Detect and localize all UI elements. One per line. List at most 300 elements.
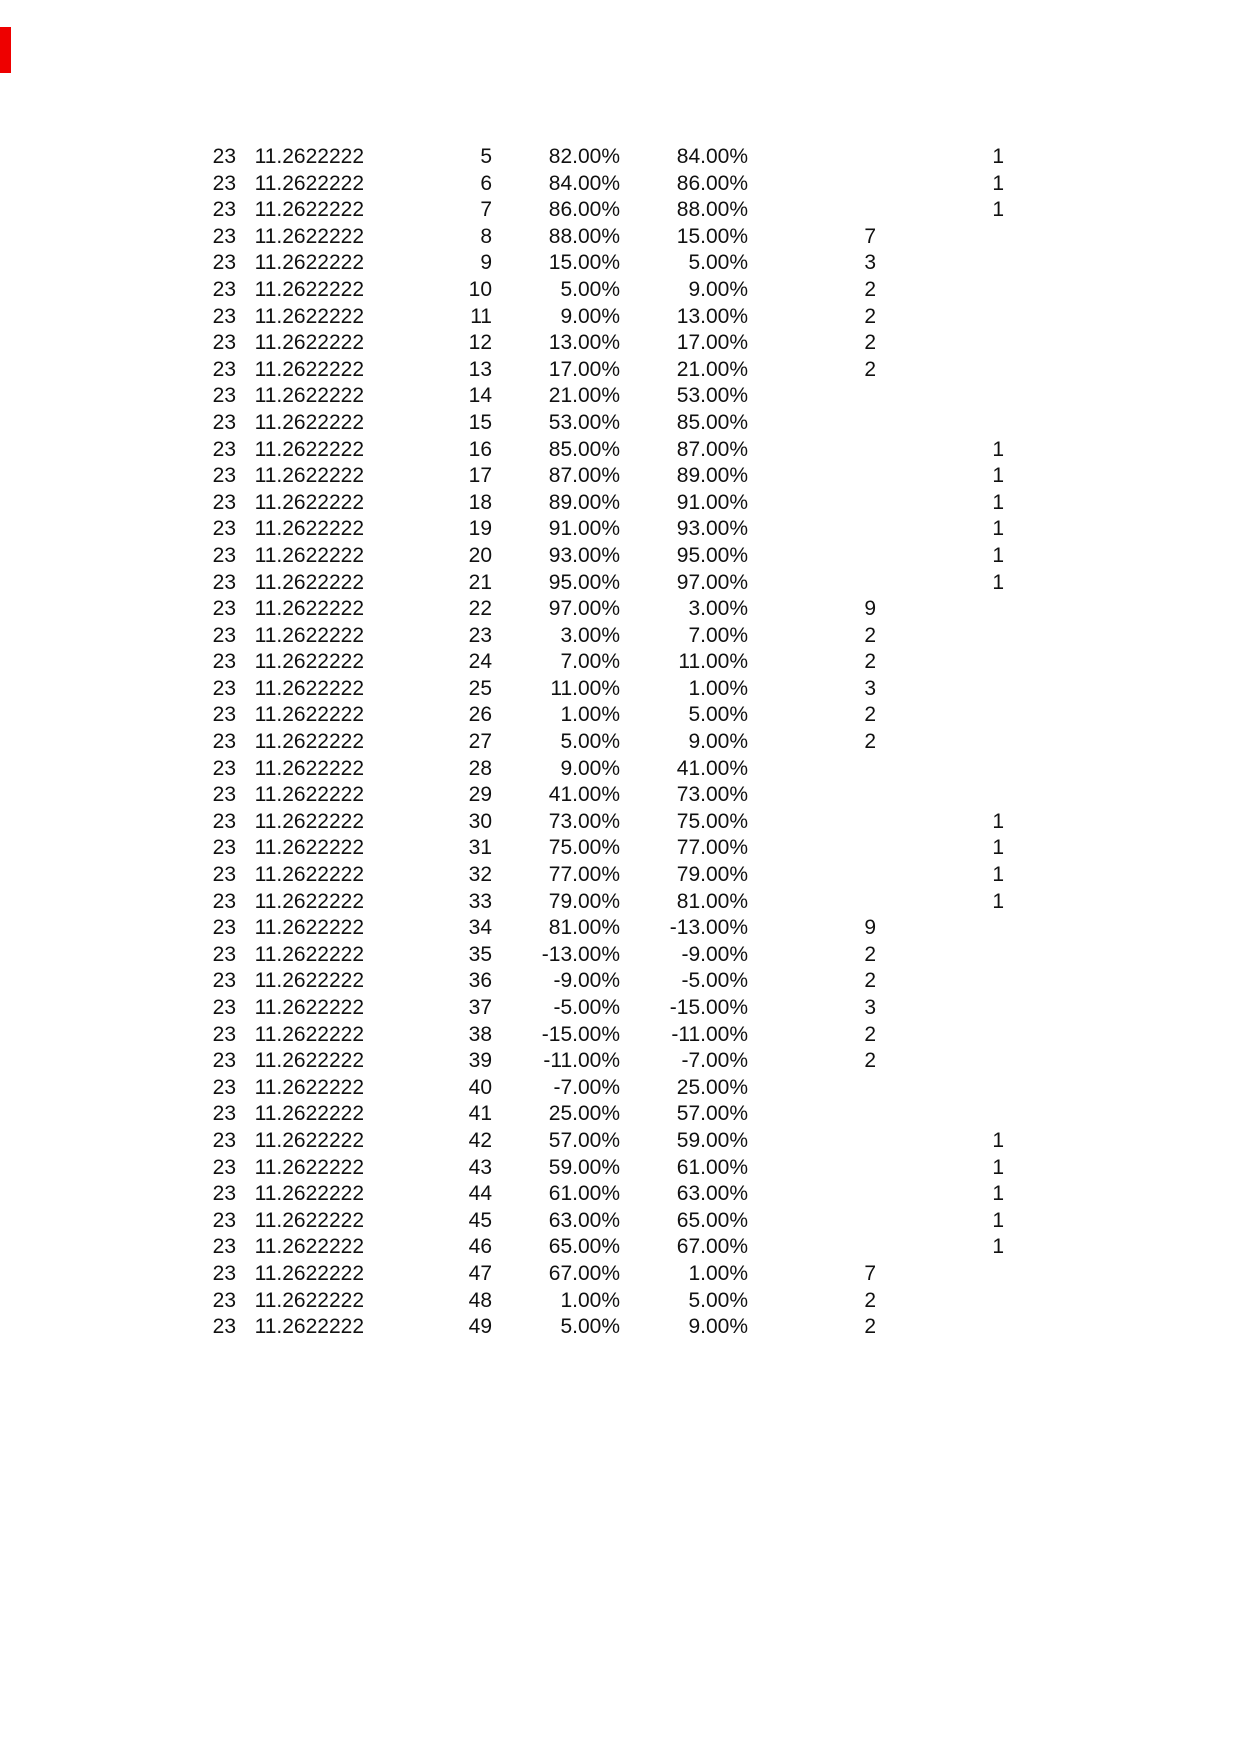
cell-row-id: 47 [468,1261,492,1285]
cell-row-id: 16 [468,437,492,461]
table-row [108,862,1004,889]
table-row [108,835,1004,862]
table-row [108,516,1004,543]
cell-row-id: 21 [468,570,492,594]
cell-count-one: 1 [992,517,1004,541]
cell-constant-b: 11.2622222 [254,517,364,541]
cell-range-end: 41.00% [676,756,748,780]
cell-row-id: 7 [480,198,492,222]
cell-constant-b: 11.2622222 [254,1075,364,1099]
cell-constant-a: 23 [212,490,236,514]
cell-constant-b: 11.2622222 [254,863,364,887]
cell-constant-b: 11.2622222 [254,1208,364,1232]
cell-range-end: 84.00% [676,145,748,168]
cell-range-end: 7.00% [688,623,748,647]
cell-count-small: 2 [864,1049,876,1073]
cell-row-id: 12 [468,331,492,355]
cell-row-id: 24 [468,650,492,674]
cell-constant-b: 11.2622222 [254,783,364,807]
cell-range-start: 63.00% [548,1208,620,1232]
cell-constant-b: 11.2622222 [254,251,364,275]
cell-range-end: 67.00% [676,1235,748,1259]
cell-range-end: 63.00% [676,1182,748,1206]
cell-range-start: 1.00% [560,703,620,727]
cell-row-id: 48 [468,1288,492,1312]
table-row [108,277,1004,304]
table-row [108,1314,1004,1341]
cell-range-end: -11.00% [671,1022,748,1046]
cell-constant-a: 23 [212,730,236,754]
cell-count-one: 1 [992,543,1004,567]
cell-range-end: 65.00% [676,1208,748,1232]
cell-constant-a: 23 [212,1128,236,1152]
cell-range-end: 95.00% [676,543,748,567]
table-row [108,171,1004,198]
cell-constant-b: 11.2622222 [254,304,364,328]
table-row [108,596,1004,623]
cell-count-small: 2 [864,331,876,355]
cell-range-end: 1.00% [688,1261,748,1285]
cell-constant-a: 23 [212,304,236,328]
cell-constant-b: 11.2622222 [254,384,364,408]
cell-range-end: 73.00% [676,783,748,807]
cell-count-one: 1 [992,1182,1004,1206]
cell-constant-b: 11.2622222 [254,198,364,222]
cell-range-start: 21.00% [548,384,620,408]
cell-count-small: 7 [864,1261,876,1285]
table-row [108,224,1004,251]
table-row [108,968,1004,995]
cell-constant-b: 11.2622222 [254,1022,364,1046]
cell-row-id: 39 [468,1049,492,1073]
cell-constant-a: 23 [212,756,236,780]
table-row [108,304,1004,331]
cell-range-start: 17.00% [548,357,620,381]
cell-row-id: 25 [468,676,492,700]
cell-row-id: 49 [468,1315,492,1339]
cell-constant-b: 11.2622222 [254,331,364,355]
cell-row-id: 22 [468,597,492,621]
red-marker [0,27,11,73]
cell-row-id: 5 [480,145,492,168]
cell-range-end: -7.00% [681,1049,748,1073]
cell-range-end: -13.00% [669,916,748,940]
cell-count-one: 1 [992,490,1004,514]
cell-range-start: 97.00% [548,597,620,621]
cell-row-id: 44 [468,1182,492,1206]
cell-constant-b: 11.2622222 [254,1315,364,1339]
cell-row-id: 42 [468,1128,492,1152]
cell-constant-a: 23 [212,1261,236,1285]
cell-row-id: 6 [480,171,492,195]
table-row [108,649,1004,676]
cell-row-id: 8 [480,224,492,248]
cell-count-one: 1 [992,437,1004,461]
cell-count-one: 1 [992,1155,1004,1179]
cell-constant-a: 23 [212,224,236,248]
cell-count-one: 1 [992,863,1004,887]
cell-range-start: 25.00% [548,1102,620,1126]
cell-range-end: 5.00% [688,1288,748,1312]
cell-row-id: 43 [468,1155,492,1179]
table-row [108,1288,1004,1315]
cell-range-end: 61.00% [676,1155,748,1179]
table-row [108,250,1004,277]
cell-range-start: 5.00% [560,277,620,301]
cell-row-id: 20 [468,543,492,567]
cell-row-id: 30 [468,809,492,833]
cell-range-end: 25.00% [676,1075,748,1099]
cell-constant-b: 11.2622222 [254,1288,364,1312]
cell-range-start: -15.00% [541,1022,620,1046]
cell-range-end: -5.00% [681,969,748,993]
cell-row-id: 9 [480,251,492,275]
cell-range-start: 11.00% [550,676,620,700]
cell-range-start: -11.00% [543,1049,620,1073]
cell-constant-a: 23 [212,517,236,541]
cell-row-id: 40 [468,1075,492,1099]
cell-range-start: -13.00% [541,942,620,966]
cell-constant-a: 23 [212,1075,236,1099]
cell-range-start: 61.00% [548,1182,620,1206]
cell-count-small: 3 [864,996,876,1019]
cell-constant-b: 11.2622222 [254,464,364,488]
cell-row-id: 35 [468,942,492,966]
cell-constant-a: 23 [212,1288,236,1312]
cell-count-one: 1 [992,809,1004,833]
cell-row-id: 18 [468,490,492,514]
cell-constant-a: 23 [212,597,236,621]
cell-constant-a: 23 [212,464,236,488]
cell-constant-b: 11.2622222 [254,357,364,381]
cell-range-end: 93.00% [676,517,748,541]
cell-count-small: 9 [864,597,876,621]
cell-range-end: 75.00% [676,809,748,833]
cell-row-id: 34 [468,916,492,940]
cell-range-start: 91.00% [548,517,620,541]
table-row [108,676,1004,703]
table-row [108,942,1004,969]
cell-range-end: 91.00% [676,490,748,514]
cell-range-end: 17.00% [676,331,748,355]
table-row [108,623,1004,650]
cell-constant-b: 11.2622222 [254,916,364,940]
cell-range-end: -9.00% [681,942,748,966]
cell-constant-a: 23 [212,1315,236,1339]
cell-range-end: 9.00% [688,277,748,301]
cell-range-start: 84.00% [548,171,620,195]
cell-range-end: 21.00% [676,357,748,381]
cell-row-id: 23 [468,623,492,647]
cell-range-end: 57.00% [676,1102,748,1126]
cell-constant-b: 11.2622222 [254,597,364,621]
cell-range-end: 3.00% [688,597,748,621]
cell-constant-b: 11.2622222 [254,730,364,754]
cell-row-id: 31 [468,836,492,860]
cell-constant-a: 23 [212,863,236,887]
cell-range-start: 81.00% [548,916,620,940]
cell-constant-a: 23 [212,942,236,966]
cell-constant-a: 23 [212,1049,236,1073]
cell-constant-b: 11.2622222 [254,1102,364,1126]
cell-constant-b: 11.2622222 [254,437,364,461]
cell-constant-a: 23 [212,1208,236,1232]
cell-constant-a: 23 [212,198,236,222]
cell-constant-b: 11.2622222 [254,224,364,248]
cell-row-id: 27 [468,730,492,754]
cell-row-id: 29 [468,783,492,807]
cell-range-end: 89.00% [676,464,748,488]
table-row [108,490,1004,517]
cell-range-start: 59.00% [548,1155,620,1179]
cell-range-end: 77.00% [676,836,748,860]
cell-row-id: 32 [468,863,492,887]
cell-range-end: 79.00% [676,863,748,887]
cell-constant-a: 23 [212,916,236,940]
cell-constant-a: 23 [212,703,236,727]
cell-constant-b: 11.2622222 [254,703,364,727]
cell-range-start: 41.00% [548,783,620,807]
cell-constant-a: 23 [212,1155,236,1179]
cell-range-end: 81.00% [676,889,748,913]
cell-row-id: 28 [468,756,492,780]
cell-range-end: 13.00% [676,304,748,328]
cell-constant-b: 11.2622222 [254,1182,364,1206]
cell-row-id: 37 [468,996,492,1019]
cell-range-end: 88.00% [676,198,748,222]
table-row [108,144,1004,171]
cell-constant-b: 11.2622222 [254,836,364,860]
table-row [108,995,1004,1022]
cell-constant-b: 11.2622222 [254,490,364,514]
cell-count-small: 2 [864,357,876,381]
cell-constant-a: 23 [212,437,236,461]
cell-constant-b: 11.2622222 [254,1261,364,1285]
cell-range-start: 79.00% [548,889,620,913]
table-row [108,570,1004,597]
cell-constant-a: 23 [212,809,236,833]
cell-range-start: -5.00% [553,996,620,1019]
cell-count-one: 1 [992,1208,1004,1232]
cell-constant-a: 23 [212,410,236,434]
cell-constant-b: 11.2622222 [254,676,364,700]
cell-range-start: 85.00% [548,437,620,461]
cell-range-end: 87.00% [676,437,748,461]
cell-constant-a: 23 [212,676,236,700]
cell-count-small: 7 [864,224,876,248]
cell-constant-b: 11.2622222 [254,623,364,647]
cell-count-small: 2 [864,1288,876,1312]
cell-count-small: 3 [864,251,876,275]
cell-count-small: 2 [864,969,876,993]
cell-count-one: 1 [992,145,1004,168]
cell-constant-a: 23 [212,1182,236,1206]
cell-constant-b: 11.2622222 [254,996,364,1019]
cell-row-id: 41 [468,1102,492,1126]
cell-range-end: 53.00% [676,384,748,408]
table-row [108,1128,1004,1155]
cell-range-start: 7.00% [560,650,620,674]
cell-range-start: 87.00% [548,464,620,488]
cell-constant-b: 11.2622222 [254,650,364,674]
cell-range-start: 13.00% [548,331,620,355]
cell-constant-a: 23 [212,277,236,301]
cell-constant-a: 23 [212,996,236,1019]
cell-count-one: 1 [992,836,1004,860]
cell-constant-b: 11.2622222 [254,889,364,913]
cell-constant-b: 11.2622222 [254,969,364,993]
cell-range-start: 5.00% [560,730,620,754]
cell-count-small: 2 [864,277,876,301]
cell-constant-a: 23 [212,570,236,594]
table-row [108,809,1004,836]
cell-count-one: 1 [992,464,1004,488]
cell-range-start: 3.00% [560,623,620,647]
table-row [108,729,1004,756]
cell-range-end: 9.00% [688,730,748,754]
cell-constant-a: 23 [212,836,236,860]
cell-row-id: 26 [468,703,492,727]
cell-range-start: 1.00% [560,1288,620,1312]
cell-row-id: 19 [468,517,492,541]
table-row [108,782,1004,809]
table-row [108,756,1004,783]
cell-constant-b: 11.2622222 [254,1155,364,1179]
cell-constant-b: 11.2622222 [254,809,364,833]
table-row [108,463,1004,490]
cell-range-start: 65.00% [548,1235,620,1259]
cell-range-start: 73.00% [548,809,620,833]
cell-row-id: 10 [468,277,492,301]
cell-range-start: -9.00% [553,969,620,993]
cell-constant-a: 23 [212,357,236,381]
cell-range-end: -15.00% [669,996,748,1019]
cell-range-start: 82.00% [548,145,620,168]
cell-constant-a: 23 [212,251,236,275]
cell-row-id: 33 [468,889,492,913]
cell-constant-a: 23 [212,145,236,168]
cell-range-start: 9.00% [560,756,620,780]
table-row [108,330,1004,357]
cell-row-id: 17 [468,464,492,488]
cell-constant-b: 11.2622222 [254,570,364,594]
cell-constant-b: 11.2622222 [254,171,364,195]
table-row [108,1101,1004,1128]
table-row [108,1022,1004,1049]
table-row [108,357,1004,384]
table-row [108,702,1004,729]
cell-row-id: 11 [470,304,492,328]
cell-constant-a: 23 [212,1235,236,1259]
cell-constant-b: 11.2622222 [254,410,364,434]
table-row [108,889,1004,916]
cell-constant-a: 23 [212,969,236,993]
cell-constant-a: 23 [212,331,236,355]
cell-count-one: 1 [992,1128,1004,1152]
cell-row-id: 45 [468,1208,492,1232]
cell-range-start: 75.00% [548,836,620,860]
cell-constant-b: 11.2622222 [254,543,364,567]
table-row [108,1048,1004,1075]
cell-range-start: 88.00% [548,224,620,248]
cell-range-end: 5.00% [688,251,748,275]
table-row [108,437,1004,464]
cell-range-start: 89.00% [548,490,620,514]
cell-range-end: 15.00% [676,224,748,248]
cell-range-start: 57.00% [548,1128,620,1152]
cell-range-end: 97.00% [676,570,748,594]
cell-count-one: 1 [992,570,1004,594]
table-row [108,1234,1004,1261]
cell-constant-a: 23 [212,650,236,674]
cell-count-small: 2 [864,304,876,328]
cell-range-start: 15.00% [548,251,620,275]
cell-range-start: 95.00% [548,570,620,594]
cell-constant-a: 23 [212,783,236,807]
cell-range-start: 77.00% [548,863,620,887]
cell-range-end: 86.00% [676,171,748,195]
cell-constant-a: 23 [212,623,236,647]
cell-range-end: 1.00% [688,676,748,700]
cell-count-small: 2 [864,650,876,674]
cell-row-id: 46 [468,1235,492,1259]
cell-constant-a: 23 [212,543,236,567]
cell-count-small: 2 [864,942,876,966]
table-row [108,1208,1004,1235]
cell-row-id: 13 [468,357,492,381]
cell-range-start: 53.00% [548,410,620,434]
cell-count-one: 1 [992,198,1004,222]
cell-constant-b: 11.2622222 [254,1128,364,1152]
cell-count-small: 2 [864,1022,876,1046]
cell-row-id: 38 [468,1022,492,1046]
cell-constant-a: 23 [212,889,236,913]
table-row [108,1155,1004,1182]
cell-range-start: 5.00% [560,1315,620,1339]
cell-count-one: 1 [992,1235,1004,1259]
table-row [108,1075,1004,1102]
cell-count-small: 2 [864,730,876,754]
table-row [108,410,1004,437]
cell-constant-b: 11.2622222 [254,942,364,966]
cell-range-start: 9.00% [560,304,620,328]
cell-count-small: 3 [864,676,876,700]
cell-constant-b: 11.2622222 [254,756,364,780]
cell-range-start: 86.00% [548,198,620,222]
cell-count-small: 2 [864,623,876,647]
cell-row-id: 15 [468,410,492,434]
cell-row-id: 14 [468,384,492,408]
table-row [108,915,1004,942]
table-row [108,1261,1004,1288]
cell-constant-b: 11.2622222 [254,277,364,301]
cell-range-end: 11.00% [678,650,748,674]
cell-count-small: 9 [864,916,876,940]
table-row [108,383,1004,410]
cell-constant-a: 23 [212,1102,236,1126]
cell-count-small: 2 [864,703,876,727]
cell-row-id: 36 [468,969,492,993]
cell-constant-b: 11.2622222 [254,145,364,168]
data-table [108,144,1004,1341]
cell-range-end: 9.00% [688,1315,748,1339]
cell-constant-b: 11.2622222 [254,1049,364,1073]
cell-count-one: 1 [992,889,1004,913]
cell-range-end: 85.00% [676,410,748,434]
cell-count-one: 1 [992,171,1004,195]
cell-constant-a: 23 [212,171,236,195]
cell-constant-a: 23 [212,1022,236,1046]
